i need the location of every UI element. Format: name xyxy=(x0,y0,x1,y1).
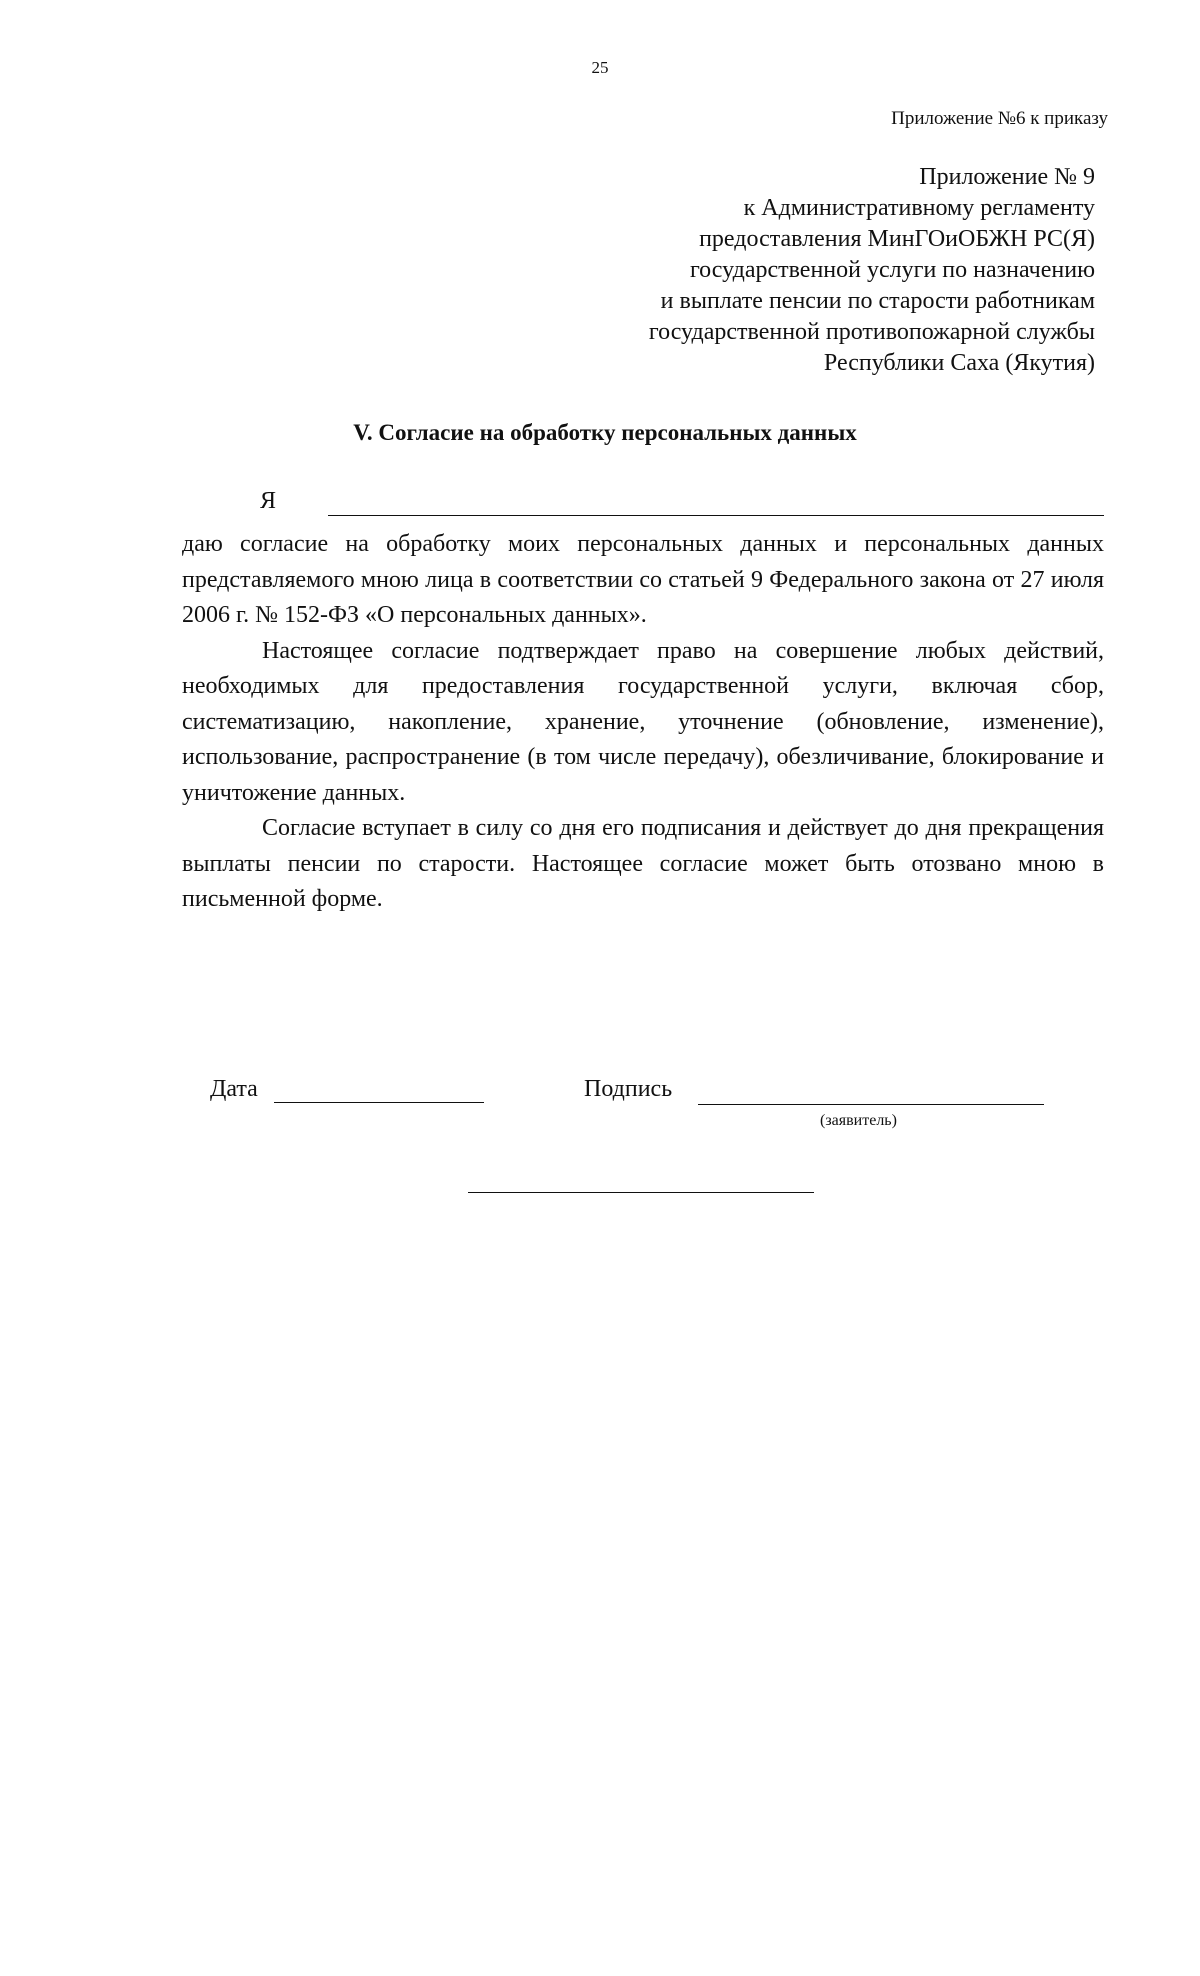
signature-fill-line xyxy=(698,1104,1044,1105)
regulation-annex-line: Республики Саха (Якутия) xyxy=(823,350,1095,376)
regulation-annex-line: государственной противопожарной службы xyxy=(648,319,1095,345)
regulation-annex-line: предоставления МинГОиОБЖН РС(Я) xyxy=(699,226,1095,252)
regulation-annex-line: государственной услуги по назначению xyxy=(689,257,1095,283)
applicant-name-fill-line xyxy=(328,515,1104,516)
applicant-caption: (заявитель) xyxy=(820,1112,897,1129)
page-number: 25 xyxy=(591,58,609,77)
regulation-annex-line: и выплате пенсии по старости работникам xyxy=(660,288,1095,314)
consent-paragraph-1: даю согласие на обработку моих персональных данных и персональных данных представляемого мною лица в соответствии со статьей 9 Федерального закона от 27 июля 2006 г. № 152-ФЗ «О персональных данных». xyxy=(182,531,1104,628)
order-annex-note: Приложение №6 к приказу xyxy=(891,108,1108,129)
end-divider xyxy=(468,1192,814,1193)
consent-body xyxy=(182,527,1104,918)
date-label: Дата xyxy=(210,1076,258,1102)
consent-paragraph-3: Согласие вступает в силу со дня его подписания и действует до дня прекращения выплаты пенсии по старости. Настоящее согласие может быть отозвано мною в письменной форме. xyxy=(182,815,1104,912)
regulation-annex-line: к Административному регламенту xyxy=(743,195,1095,221)
consent-pronoun: Я xyxy=(260,488,277,514)
date-fill-line xyxy=(274,1102,484,1103)
consent-paragraph-2: Настоящее согласие подтверждает право на совершение любых действий, необходимых для предоставления государственной услуги, включая сбор, систематизацию, накопление, хранение, уточнение (обновление, изменение), использование, распространение (в том числе передачу), обезличивание, блокирование и уничтожение данных. xyxy=(182,637,1104,806)
section-title: V. Согласие на обработку персональных данных xyxy=(353,420,857,445)
regulation-annex-header xyxy=(649,162,1095,379)
signature-label: Подпись xyxy=(584,1076,673,1102)
regulation-annex-line: Приложение № 9 xyxy=(919,164,1095,190)
